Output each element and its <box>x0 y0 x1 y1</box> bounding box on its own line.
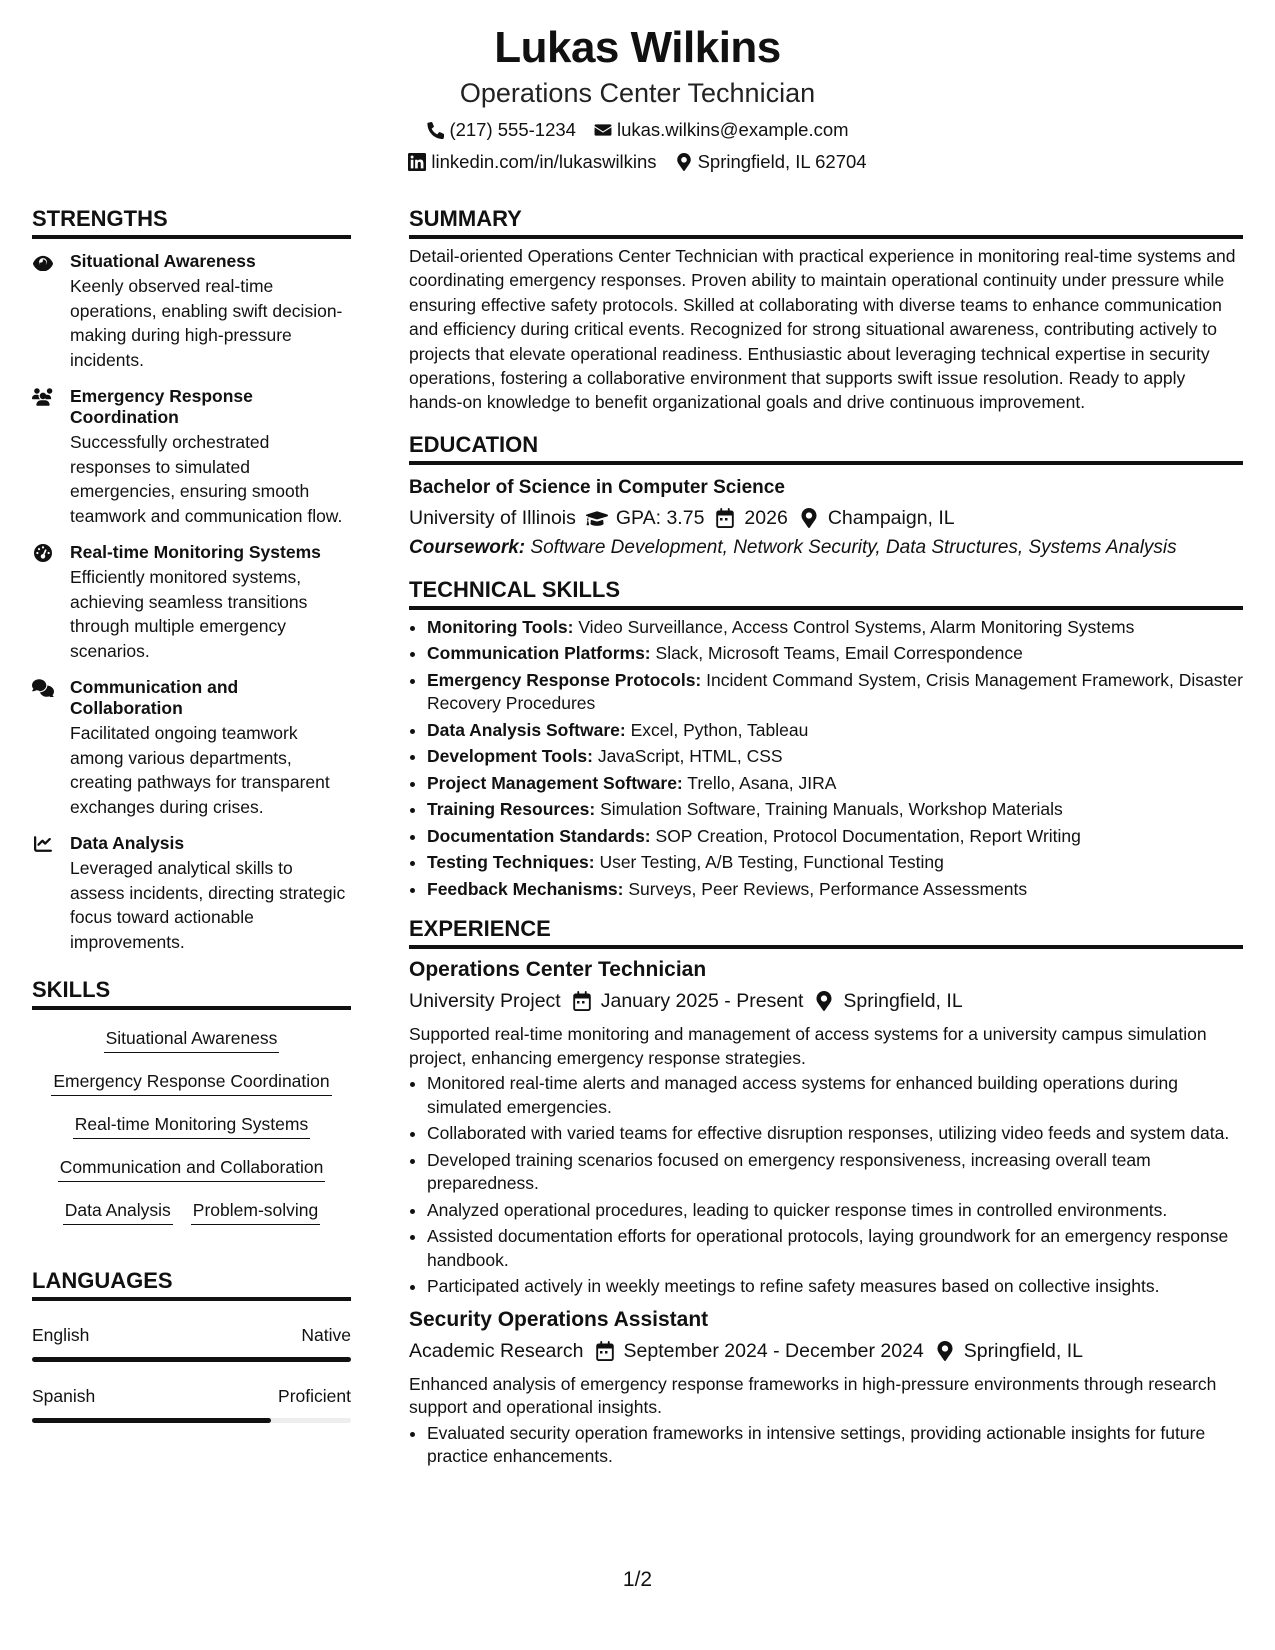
strengths-list <box>32 251 351 954</box>
contact-row-1 <box>0 118 1275 142</box>
strength-item <box>32 677 351 819</box>
education-school: University of Illinois <box>409 506 576 529</box>
experience-item <box>409 957 1243 1299</box>
education-coursework <box>409 534 1243 562</box>
education-location-wrap <box>798 504 955 532</box>
language-item <box>32 1323 351 1362</box>
comments-icon <box>32 677 70 819</box>
job-bullet: • Developed training scenarios focused on emergency responsiveness, increasing overall team preparedness. <box>427 1149 1243 1196</box>
technical-skill-item <box>427 798 1243 822</box>
job-description: Enhanced analysis of emergency response frameworks in high-pressure environments through research support and operational insights. <box>409 1373 1217 1418</box>
calendar-icon <box>594 1341 616 1361</box>
technical-skill-label: Documentation Standards: <box>427 825 651 846</box>
job-dates-wrap <box>594 1337 924 1365</box>
job-title: Operations Center Technician <box>409 958 707 982</box>
contact-row-2 <box>0 150 1275 174</box>
map-marker-icon <box>675 153 693 171</box>
technical-skill-item <box>427 642 1243 666</box>
strength-name: Data Analysis <box>70 833 185 853</box>
right-column <box>409 205 1243 1472</box>
strength-desc: Leveraged analytical skills to assess incidents, directing strategic focus toward actionable improvements. <box>70 858 346 952</box>
language-name: English <box>32 1325 90 1345</box>
strength-item <box>32 542 351 663</box>
technical-skill-value: JavaScript, HTML, CSS <box>597 746 783 767</box>
calendar-icon <box>571 991 593 1011</box>
phone-contact <box>426 118 576 142</box>
strength-desc: Facilitated ongoing teamwork among various departments, creating pathways for transparent exchanges during crises. <box>70 723 330 817</box>
candidate-title: Operations Center Technician <box>459 78 816 108</box>
technical-skill-label: Project Management Software: <box>427 772 683 793</box>
job-org: University Project <box>409 990 561 1013</box>
job-location-wrap <box>934 1337 1083 1365</box>
email-text: lukas.wilkins@example.com <box>616 119 849 140</box>
technical-skill-value: Incident Command System, Crisis Management Framework, Disaster Recovery Procedures <box>427 669 1243 714</box>
strength-item <box>32 251 351 372</box>
language-level: Native <box>301 1325 351 1345</box>
job-bullet: • Participated actively in weekly meetings to refine safety measures based on collective insights. <box>427 1275 1243 1299</box>
gauge-icon <box>32 542 70 663</box>
strength-name: Emergency Response Coordination <box>70 386 253 427</box>
technical-skill-item <box>427 669 1243 716</box>
education-meta <box>409 504 1243 532</box>
language-proficiency-fill <box>32 1357 351 1362</box>
summary-heading: SUMMARY <box>409 205 1243 239</box>
strength-name: Communication and Collaboration <box>70 677 239 718</box>
skill-tag: Data Analysis <box>63 1198 173 1225</box>
education-gpa-wrap <box>586 504 705 532</box>
left-column <box>32 205 351 1423</box>
envelope-icon <box>594 121 612 139</box>
job-bullet: • Collaborated with varied teams for effective disruption responses, utilizing video feeds and system data. <box>427 1122 1243 1146</box>
experience-heading: EXPERIENCE <box>409 915 1243 949</box>
candidate-name: Lukas Wilkins <box>494 23 781 72</box>
technical-skill-value: Video Surveillance, Access Control Systems, Alarm Monitoring Systems <box>578 616 1135 637</box>
job-bullet: • Analyzed operational procedures, leading to quicker response times in controlled environments. <box>427 1199 1243 1223</box>
skill-tag: Communication and Collaboration <box>58 1155 326 1182</box>
languages-list <box>32 1323 351 1423</box>
education-year-wrap <box>714 504 787 532</box>
email-contact[interactable] <box>594 118 849 142</box>
calendar-icon <box>714 508 736 528</box>
skill-tag: Real-time Monitoring Systems <box>73 1112 310 1139</box>
technical-skill-value: Slack, Microsoft Teams, Email Correspondence <box>655 643 1023 664</box>
users-icon <box>32 386 70 528</box>
technical-skill-label: Development Tools: <box>427 746 593 767</box>
job-org: Academic Research <box>409 1339 584 1362</box>
phone-text: (217) 555-1234 <box>449 119 576 140</box>
technical-skill-item <box>427 851 1243 875</box>
technical-skill-value: SOP Creation, Protocol Documentation, Report Writing <box>655 825 1081 846</box>
linkedin-text: linkedin.com/in/lukaswilkins <box>431 151 657 172</box>
languages-heading: LANGUAGES <box>32 1267 351 1301</box>
language-proficiency-bar <box>32 1418 351 1423</box>
education-degree: Bachelor of Science in Computer Science <box>409 476 785 498</box>
experience-list <box>409 957 1243 1469</box>
technical-skills-heading: TECHNICAL SKILLS <box>409 576 1243 610</box>
technical-skill-value: Trello, Asana, JIRA <box>687 772 837 793</box>
skill-tag: Emergency Response Coordination <box>51 1069 331 1096</box>
job-meta <box>409 987 1243 1015</box>
technical-skill-item <box>427 745 1243 769</box>
job-bullets <box>409 1422 1243 1469</box>
linkedin-contact[interactable] <box>408 150 656 174</box>
language-name: Spanish <box>32 1386 96 1406</box>
education-location: Champaign, IL <box>827 506 955 529</box>
technical-skill-item <box>427 878 1243 902</box>
technical-skill-item <box>427 825 1243 849</box>
eye-icon <box>32 251 70 372</box>
education-year: 2026 <box>744 506 788 529</box>
phone-icon <box>426 121 444 139</box>
experience-item <box>409 1307 1243 1469</box>
job-location-wrap <box>813 987 962 1015</box>
linkedin-icon <box>408 153 426 171</box>
strength-desc: Keenly observed real-time operations, enabling swift decision-making during high-pressure incidents. <box>70 276 343 370</box>
language-level: Proficient <box>278 1386 351 1406</box>
technical-skill-label: Data Analysis Software: <box>427 719 626 740</box>
job-bullet: • Assisted documentation efforts for operational protocols, laying groundwork for an emergency response handbook. <box>427 1225 1243 1272</box>
technical-skill-item <box>427 772 1243 796</box>
strength-name: Real-time Monitoring Systems <box>70 542 321 562</box>
job-description: Supported real-time monitoring and management of access systems for a university campus simulation project, enhancing emergency response strategies. <box>409 1024 1207 1068</box>
job-meta <box>409 1337 1243 1365</box>
technical-skill-label: Monitoring Tools: <box>427 616 574 637</box>
job-bullets <box>409 1072 1243 1299</box>
skill-tag: Problem-solving <box>191 1198 320 1225</box>
job-location: Springfield, IL <box>963 1339 1084 1362</box>
job-dates: January 2025 - Present <box>600 990 804 1013</box>
location-contact <box>675 150 867 174</box>
technical-skill-value: Simulation Software, Training Manuals, Workshop Materials <box>600 799 1063 820</box>
language-proficiency-bar <box>32 1357 351 1362</box>
education-gpa: GPA: 3.75 <box>615 506 705 529</box>
technical-skill-value: Surveys, Peer Reviews, Performance Assessments <box>628 878 1028 899</box>
strength-desc: Successfully orchestrated responses to simulated emergencies, ensuring smooth teamwork and communication flow. <box>70 432 343 526</box>
technical-skill-item <box>427 719 1243 743</box>
skill-tag: Situational Awareness <box>104 1026 280 1053</box>
technical-skill-label: Feedback Mechanisms: <box>427 878 624 899</box>
resume-header <box>0 22 1275 174</box>
strength-name: Situational Awareness <box>70 251 256 271</box>
language-item <box>32 1384 351 1423</box>
graduation-cap-icon <box>586 508 608 528</box>
job-bullet: • Evaluated security operation frameworks in intensive settings, providing actionable insights for future practice enhancements. <box>427 1422 1243 1469</box>
technical-skill-value: User Testing, A/B Testing, Functional Testing <box>599 852 944 873</box>
coursework-label: Coursework: <box>409 536 526 558</box>
language-proficiency-fill <box>32 1418 271 1423</box>
technical-skill-label: Communication Platforms: <box>427 643 651 664</box>
map-marker-icon <box>934 1341 956 1361</box>
map-marker-icon <box>813 991 835 1011</box>
education-heading: EDUCATION <box>409 431 1243 465</box>
strength-item <box>32 833 351 954</box>
technical-skills-list <box>409 616 1243 902</box>
strength-item <box>32 386 351 528</box>
technical-skill-label: Emergency Response Protocols: <box>427 669 702 690</box>
strengths-heading: STRENGTHS <box>32 205 351 239</box>
technical-skill-label: Testing Techniques: <box>427 852 595 873</box>
map-marker-icon <box>798 508 820 528</box>
strength-desc: Efficiently monitored systems, achieving seamless transitions through multiple emergency scenarios. <box>70 567 308 661</box>
job-bullet: • Monitored real-time alerts and managed access systems for enhanced building operations during simulated emergencies. <box>427 1072 1243 1119</box>
technical-skill-label: Training Resources: <box>427 799 596 820</box>
job-title: Security Operations Assistant <box>409 1307 709 1331</box>
summary-text: Detail-oriented Operations Center Technician with practical experience in monitoring real-time systems and coordinating emergency responses. Proven ability to maintain operational continuity under pressure while ensuring effective safety protocols. Skilled at collaborating with diverse teams to enhance communication and efficiency during critical events. Recognized for strong situational awareness, contributing actively to projects that elevate operational readiness. Enthusiastic about leveraging technical expertise in security operations, fostering a collaborative environment that supports swift issue resolution. Ready to apply hands-on knowledge to benefit organizational goals and drive continuous improvement. <box>409 246 1236 413</box>
skills-list <box>32 1026 351 1225</box>
coursework-text: Software Development, Network Security, Data Structures, Systems Analysis <box>530 536 1177 558</box>
job-dates: September 2024 - December 2024 <box>623 1339 924 1362</box>
chart-line-icon <box>32 833 70 954</box>
job-location: Springfield, IL <box>843 990 963 1013</box>
technical-skill-item <box>427 616 1243 640</box>
technical-skill-value: Excel, Python, Tableau <box>630 719 809 740</box>
skills-heading: SKILLS <box>32 976 351 1010</box>
location-text: Springfield, IL 62704 <box>697 151 867 172</box>
page-number: 1/2 <box>622 1568 653 1591</box>
job-dates-wrap <box>571 987 804 1015</box>
